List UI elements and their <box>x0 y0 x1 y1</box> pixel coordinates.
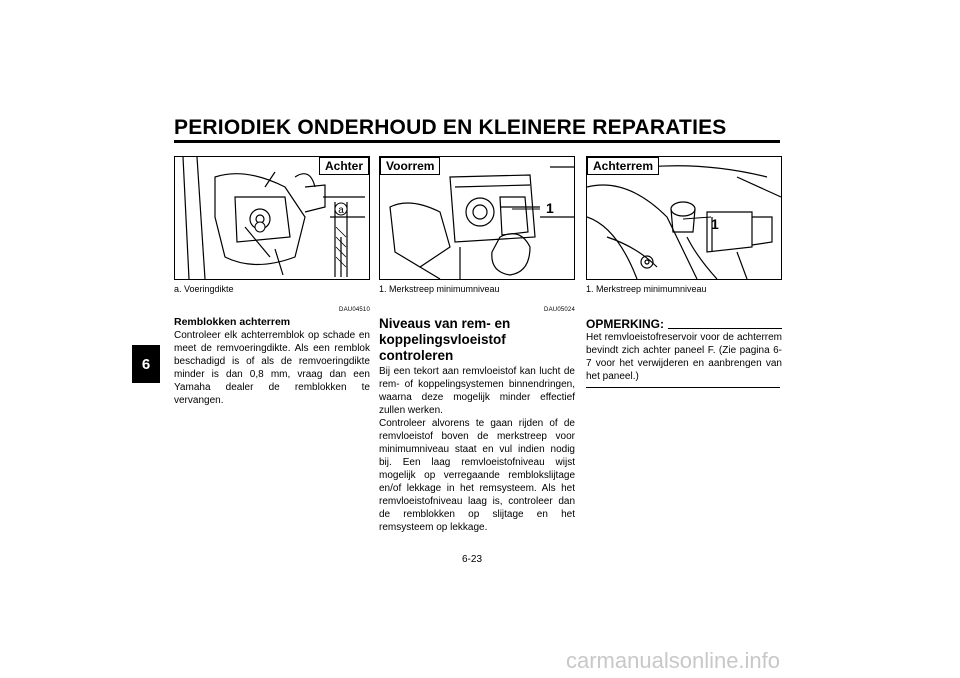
figure-label-achter: Achter <box>319 157 369 175</box>
figure-caption: 1. Merkstreep minimumniveau <box>586 284 707 294</box>
figure-callout-a: a <box>338 205 344 216</box>
column-fluid-levels <box>379 156 575 534</box>
figure-front-brake-reservoir <box>379 156 575 280</box>
page-title: PERIODIEK ONDERHOUD EN KLEINERE REPARATIES <box>174 116 727 139</box>
page-number: 6-23 <box>462 554 483 565</box>
note-end-rule <box>586 387 780 388</box>
paragraph-check-level: Controleer alvorens te gaan rijden of de remvloeistof boven de merkstreep voor minimumniveau staat en vul indien nodig bij. Een laag remvloeistofniveau wijst mogelijk op verregaande remblokslijtage en/of lekkage in het remsysteem. Als het remvloeistofniveau laag is, controleer dan de remblokken op slijtage en het remsysteem op lekkage. <box>379 418 575 533</box>
paragraph-rear-brake-pads: Controleer elk achterremblok op schade en meet de remvoeringdikte. Als een remblok beschadigd is of als de remvoeringdikte minder is dan 0,8 mm, vraag dan een Yamaha dealer de remblokken te vervangen. <box>174 330 370 406</box>
figure-caption: a. Voeringdikte <box>174 284 234 294</box>
document-code: DAU04510 <box>339 307 370 313</box>
figure-rear-brake-pads <box>174 156 370 280</box>
column-rear-brake-pads <box>174 156 370 407</box>
rear-brake-pad-illustration <box>175 157 369 279</box>
rear-reservoir-illustration <box>587 157 781 279</box>
title-rule <box>174 140 780 143</box>
front-reservoir-illustration <box>380 157 574 279</box>
chapter-tab: 6 <box>132 345 160 383</box>
figure-label-achterrem: Achterrem <box>587 157 659 175</box>
watermark: carmanualsonline.info <box>566 648 781 673</box>
paragraph-air-warning: Bij een tekort aan remvloeistof kan lucht de rem- of koppelingsystemen binnendringen, waarna deze mogelijk minder effectief zullen werken. <box>379 366 575 416</box>
figure-caption: 1. Merkstreep minimumniveau <box>379 284 500 294</box>
figure-rear-brake-reservoir <box>586 156 782 280</box>
note-text: Het remvloeistofreservoir voor de achterrem bevindt zich achter paneel F. (Zie pagina 6-7 voor het verwijderen en aanbrengen van het paneel.) <box>586 332 782 382</box>
subheading-rear-brake-pads: Remblokken achterrem <box>174 316 291 328</box>
column-rear-brake-reservoir <box>586 156 782 388</box>
note-rule <box>668 328 782 329</box>
note-header <box>586 317 782 331</box>
figure-label-voorrem: Voorrem <box>380 157 440 175</box>
note-heading: OPMERKING: <box>586 317 664 331</box>
note-block <box>586 317 782 388</box>
section-heading-fluid-levels: Niveaus van rem- en koppelingsvloeistof controleren <box>379 316 511 363</box>
figure-callout-1: 1 <box>546 200 554 216</box>
document-code: DAU05024 <box>544 307 575 313</box>
figure-callout-1: 1 <box>711 216 719 232</box>
